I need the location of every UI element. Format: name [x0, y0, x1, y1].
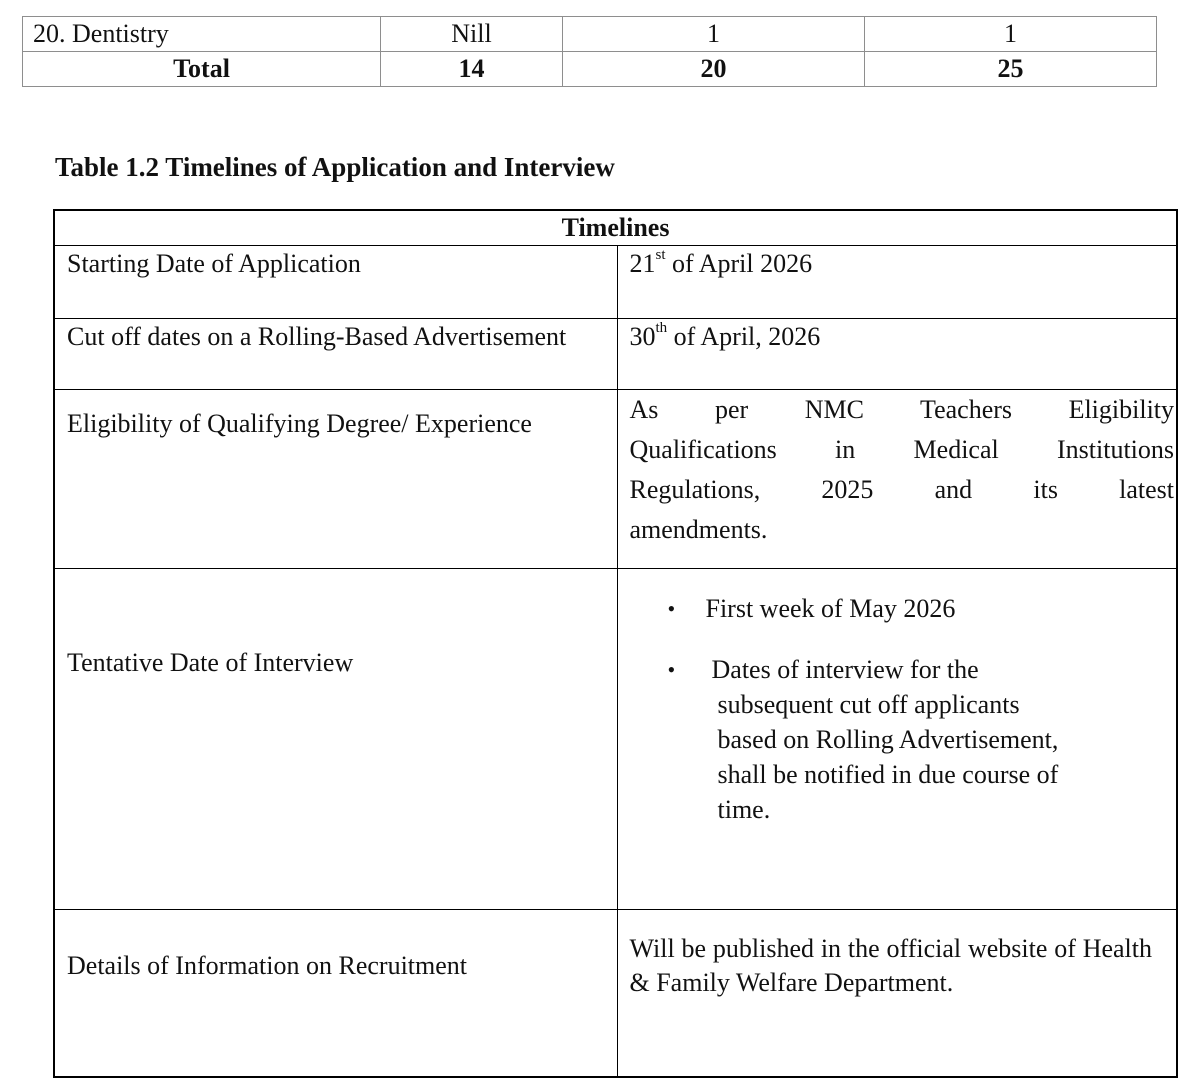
total-row [23, 52, 1157, 87]
total-label: Total [23, 52, 381, 87]
value-cell: 1 [865, 17, 1157, 52]
bullet-icon: • [667, 657, 676, 682]
department-cell: 20. Dentistry [23, 17, 381, 52]
cutoff-date-label: Cut off dates on a Rolling-Based Advertisement [54, 319, 617, 390]
eligibility-line: Regulations, 2025 and its latest [629, 475, 1175, 504]
total-value: 14 [381, 52, 563, 87]
recruitment-info-value: Will be published in the official website of Health & Family Welfare Department. [617, 910, 1177, 1078]
eligibility-label: Eligibility of Qualifying Degree/ Experience [54, 390, 617, 569]
eligibility-line: Qualifications in Medical Institutions [629, 435, 1175, 464]
list-item: • First week of May 2026 [618, 591, 1175, 626]
eligibility-value [617, 390, 1177, 569]
total-value: 25 [865, 52, 1157, 87]
value-cell: 1 [563, 17, 865, 52]
table-row [54, 390, 1177, 569]
list-item: • Dates of interview for the subsequent cut off applicants based on Rolling Advertisement, shall be notified in due course of time. [618, 652, 1175, 827]
timelines-header: Timelines [54, 210, 1177, 246]
interview-date-value [617, 569, 1177, 910]
value-cell: Nill [381, 17, 563, 52]
eligibility-line: amendments. [629, 515, 768, 544]
interview-date-label: Tentative Date of Interview [54, 569, 617, 910]
eligibility-line: As per NMC Teachers Eligibility [629, 395, 1175, 424]
starting-date-label: Starting Date of Application [54, 246, 617, 319]
table-row [54, 246, 1177, 319]
table-heading: Table 1.2 Timelines of Application and Interview [55, 152, 615, 182]
recruitment-info-label: Details of Information on Recruitment [54, 910, 617, 1078]
total-value: 20 [563, 52, 865, 87]
bullet-icon: • [667, 596, 676, 621]
table-row [23, 17, 1157, 52]
interview-bullet-list [618, 591, 1175, 827]
timelines-table [53, 209, 1178, 1078]
timelines-header-row [54, 210, 1177, 246]
posts-summary-table [22, 16, 1157, 87]
table-row [54, 910, 1177, 1078]
cutoff-date-value: 30th of April, 2026 [617, 319, 1177, 390]
table-row [54, 319, 1177, 390]
starting-date-value: 21st of April 2026 [617, 246, 1177, 319]
table-row [54, 569, 1177, 910]
